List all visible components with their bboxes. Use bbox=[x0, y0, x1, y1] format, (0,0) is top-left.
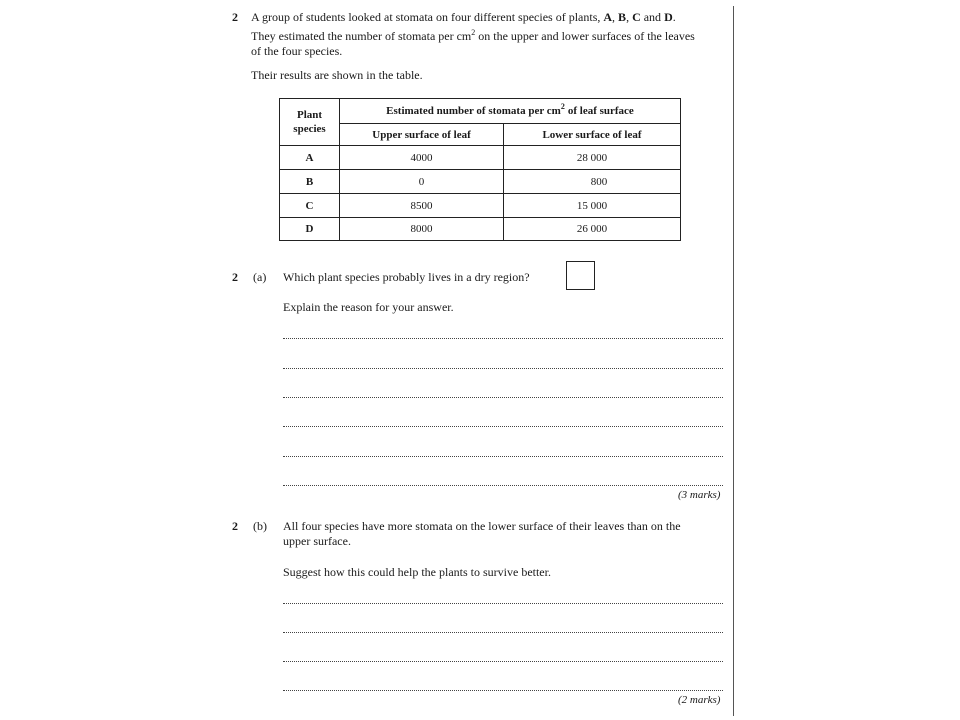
part-a-question: Which plant species probably lives in a dry region? bbox=[283, 270, 530, 284]
answer-line[interactable] bbox=[283, 485, 723, 486]
table-cell-upper: 4000 bbox=[410, 151, 433, 164]
table-row-species: C bbox=[305, 199, 314, 212]
answer-line[interactable] bbox=[283, 426, 723, 427]
part-b-marks: (2 marks) bbox=[678, 694, 721, 706]
table-cell-upper: 0 bbox=[418, 175, 425, 188]
table-cell-upper: 8000 bbox=[410, 223, 433, 235]
results-intro: Their results are shown in the table. bbox=[251, 68, 423, 82]
header-estimated-stomata: Estimated number of stomata per cm $^2$ of leaf surface bbox=[386, 102, 634, 117]
table-cell-upper: 8500 bbox=[410, 199, 433, 212]
header-upper-surface: Upper surface of leaf bbox=[372, 128, 471, 141]
table-cell-lower: 15 000 bbox=[576, 199, 608, 212]
part-b-suggest: Suggest how this could help the plants to survive better. bbox=[283, 565, 551, 579]
answer-line[interactable] bbox=[283, 661, 723, 662]
header-lower-surface: Lower surface of leaf bbox=[542, 128, 642, 141]
intro-line-2: They estimated the number of stomata per $cm^2$ on the upper and lower surfaces of the leaves bbox=[251, 28, 695, 43]
answer-box[interactable] bbox=[566, 261, 595, 290]
question-intro bbox=[251, 10, 731, 59]
stomata-table bbox=[279, 98, 681, 241]
part-a-explain: Explain the reason for your answer. bbox=[283, 300, 454, 314]
answer-line[interactable] bbox=[283, 632, 723, 633]
table-cell-lower: 800 bbox=[590, 175, 608, 188]
answer-line[interactable] bbox=[283, 368, 723, 369]
intro-line-3: of the four species. bbox=[251, 44, 343, 58]
table-cell-lower: 26 000 bbox=[576, 223, 608, 235]
part-b-text bbox=[283, 519, 728, 549]
part-b-number: 2 bbox=[232, 519, 238, 533]
question-number: 2 bbox=[232, 10, 238, 24]
page-margin-rule bbox=[733, 6, 734, 716]
part-a-marks: (3 marks) bbox=[678, 489, 721, 501]
part-b-line-1: All four species have more stomata on the lower surface of their leaves than on the bbox=[283, 519, 681, 533]
table-cell-lower: 28 000 bbox=[576, 151, 608, 164]
answer-line[interactable] bbox=[283, 338, 723, 339]
answer-line[interactable] bbox=[283, 456, 723, 457]
table-row-species: A bbox=[305, 151, 314, 164]
answer-line[interactable] bbox=[283, 397, 723, 398]
answer-line[interactable] bbox=[283, 603, 723, 604]
table-row-species: B bbox=[305, 175, 314, 188]
table-row-species: D bbox=[305, 223, 314, 235]
answer-line[interactable] bbox=[283, 690, 723, 691]
header-plant-species: Plant species bbox=[293, 109, 326, 135]
part-b-line-2: upper surface. bbox=[283, 534, 351, 548]
part-a-number: 2 bbox=[232, 270, 238, 284]
intro-line-1: A group of students looked at stomata on four different species of plants, A, B, C and D. bbox=[251, 10, 676, 24]
part-a-label: (a) bbox=[253, 270, 267, 284]
part-b-label: (b) bbox=[253, 519, 267, 533]
